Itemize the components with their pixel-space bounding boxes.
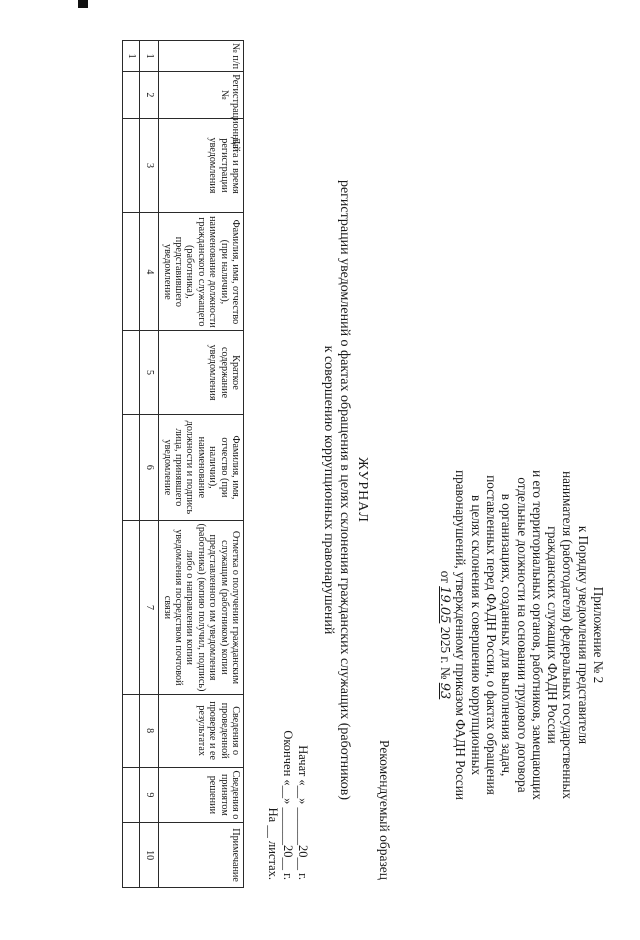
journal-subtitle-2: к совершению коррупционных правонарушений <box>321 345 336 635</box>
table-cell <box>123 118 140 213</box>
header-cell: Сведения о принятом решении <box>159 767 244 823</box>
appendix-line: и его территориальных органов, работников, замещающих <box>529 470 545 800</box>
column-number: 4 <box>140 213 159 331</box>
column-number: 3 <box>140 118 159 213</box>
order-year: 2025 г. № <box>438 626 454 680</box>
header-cell: Регистрационный № <box>159 72 244 118</box>
column-number: 2 <box>140 72 159 118</box>
journal-title: ЖУРНАЛ <box>355 457 370 523</box>
table-cell <box>123 521 140 695</box>
recommended-sample-label: Рекомендуемый образец <box>377 739 392 880</box>
header-cell: Фамилия, имя, отчество (при наличии), наименование должности гражданского служащего (работника), представившего уведомление <box>159 213 244 331</box>
header-cell: Сведения о проведенной проверке и ее результатах <box>159 694 244 767</box>
header-cell: Отметка о получении гражданским служащим (работником) копии представленного им уведомления (работника) (копию получил, подпись) либо о направлении копии уведомления посредством почтовой связи <box>159 521 244 695</box>
appendix-line: в целях склонения к совершению коррупционных <box>468 494 484 776</box>
header-cell: № п/п <box>159 41 244 72</box>
appendix-line: нанимателя (работодателя) федеральных государственных <box>560 471 576 799</box>
column-number-row <box>140 41 159 888</box>
table-cell <box>123 72 140 118</box>
column-number: 8 <box>140 694 159 767</box>
sheet-count: На __ листах. <box>266 807 280 880</box>
column-number: 5 <box>140 331 159 414</box>
column-number: 6 <box>140 414 159 520</box>
table-row <box>123 41 140 888</box>
header-cell: Фамилия, имя, отчество (при наличии), наименование должности и подпись лица, принявшего уведомление <box>159 414 244 520</box>
scan-mark <box>78 0 88 8</box>
column-number: 9 <box>140 767 159 823</box>
table-cell <box>123 767 140 823</box>
appendix-line: в организациях, созданных для выполнения задач, <box>499 493 515 777</box>
registration-table <box>122 40 244 888</box>
appendix-line: гражданских служащих ФАДН России <box>545 526 561 744</box>
appendix-title: Приложение № 2 <box>591 586 606 684</box>
journal-subtitle-1: регистрации уведомлений о фактах обращения в целях склонения гражданских служащих (работников) <box>337 179 352 801</box>
table-cell <box>123 414 140 520</box>
order-number: 93 <box>437 682 453 700</box>
order-prefix: от <box>438 570 454 583</box>
header-cell: Краткое содержание уведомления <box>159 331 244 414</box>
appendix-block <box>437 400 606 870</box>
table-cell: 1 <box>123 41 140 72</box>
journal-heading <box>320 40 370 940</box>
appendix-line: поставленных перед ФАДН России, о фактах обращения <box>483 475 499 795</box>
column-number: 10 <box>140 823 159 888</box>
table-cell <box>123 213 140 331</box>
column-number: 1 <box>140 41 159 72</box>
header-cell: Примечание <box>159 823 244 888</box>
appendix-line: к Порядку уведомления представителя <box>575 525 591 745</box>
order-date: 19.05 <box>437 586 453 624</box>
order-line <box>437 400 453 870</box>
table-cell <box>123 823 140 888</box>
table-cell <box>123 331 140 414</box>
column-number: 7 <box>140 521 159 695</box>
appendix-line: правонарушений, утвержденному приказом ФАДН России <box>453 470 469 800</box>
header-cell: Дата и время регистрации уведомления <box>159 118 244 213</box>
appendix-line: отдельные должности на основании трудового договора <box>514 477 530 793</box>
started-date: Начат «__» ______20__ г. <box>296 745 310 880</box>
journal-dates <box>265 700 310 880</box>
table-header-row <box>159 41 244 888</box>
finished-date: Окончен «__» ______20__ г. <box>281 730 295 880</box>
table-cell <box>123 694 140 767</box>
